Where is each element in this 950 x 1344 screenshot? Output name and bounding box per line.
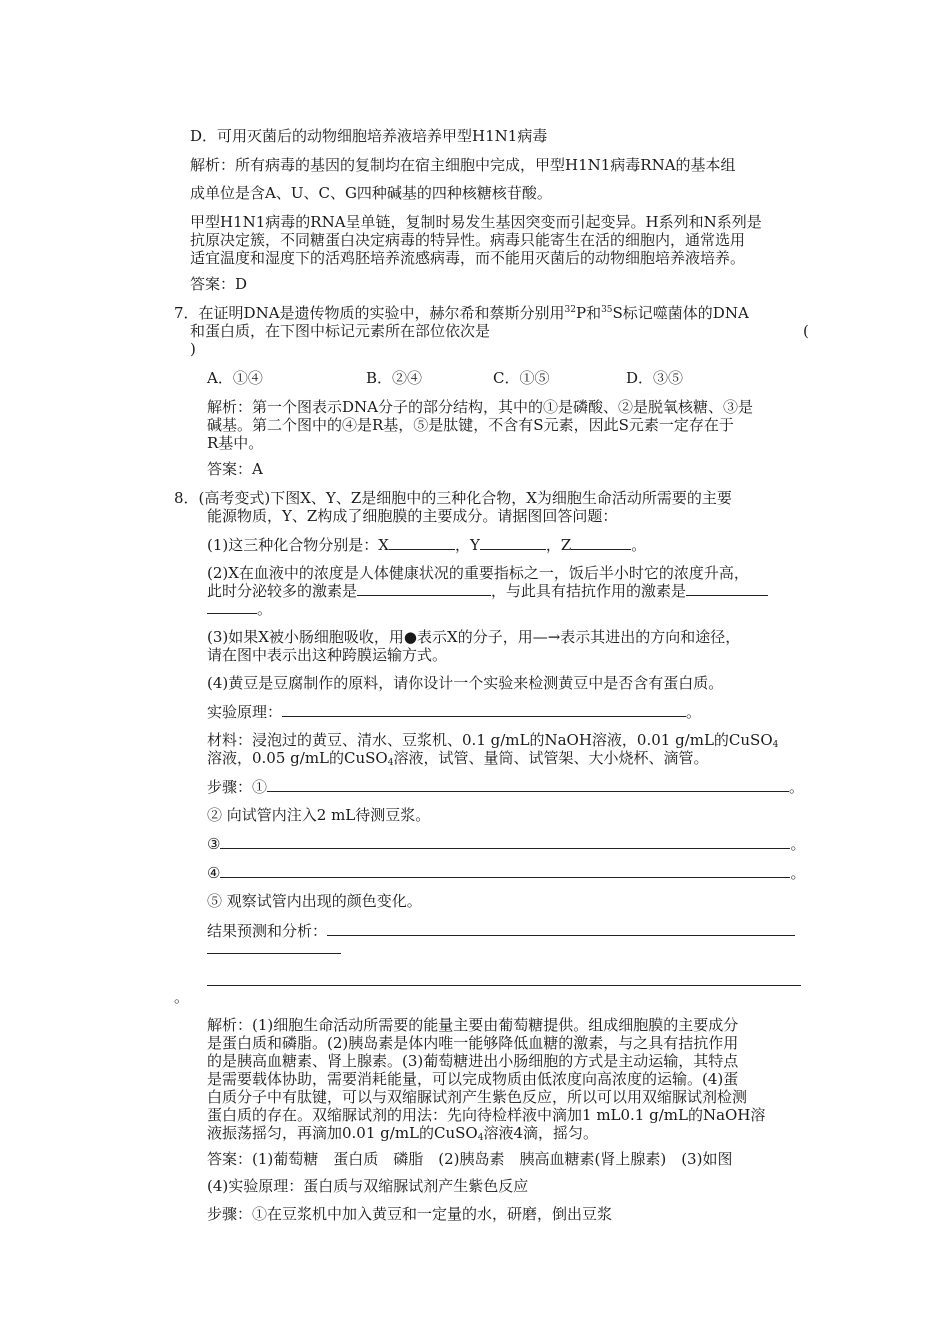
q8-part2-line-1: (2)X在血液中的浓度是人体健康状况的重要指标之一，饭后半小时它的浓度升高， [207, 564, 749, 582]
q8-part2-antagonist-label: ，与此具有拮抗作用的激素是 [491, 582, 687, 600]
q7-option-b: B．②④ [366, 369, 423, 387]
step1-period: 。 [789, 778, 805, 796]
q8-part2-line-3 [207, 600, 272, 618]
q6-analysis-line-3: 甲型H1N1病毒的RNA呈单链，复制时易发生基因突变而引起变异。H系列和N系列是 [190, 213, 762, 231]
q8-answer-line-3: 步骤：①在豆浆机中加入黄豆和一定量的水，研磨，倒出豆浆 [207, 1205, 613, 1223]
q7-isotope-35: 35 [601, 305, 613, 315]
q8-analysis-7a: 液振荡摇匀，再滴加0.01 g/mL的CuSO [207, 1124, 478, 1142]
materials-subscript-1: 4 [772, 740, 779, 750]
q7-analysis-line-1: 解析：第一个图表示DNA分子的部分结构，其中的①是磷酸、②是脱氧核糖、③是 [207, 398, 753, 416]
q8-part3-line-1: (3)如果X被小肠细胞吸收，用●表示X的分子，用—→表示其进出的方向和途径， [207, 628, 741, 646]
q7-stem-part-a: 7．在证明DNA是遗传物质的实验中，赫尔希和蔡斯分别用 [174, 304, 565, 322]
materials-line-1 [207, 731, 778, 749]
q7-option-c: C．①⑤ [493, 369, 550, 387]
q8-analysis-line-3: 的是胰高血糖素、肾上腺素。(3)葡萄糖进出小肠细胞的方式是主动运输，其特点 [207, 1052, 739, 1070]
q6-analysis-line-2: 成单位是含A、U、C、G四种碱基的四种核糖核苷酸。 [190, 184, 552, 202]
step4-blank[interactable] [220, 864, 790, 878]
q7-analysis-line-2: 碱基。第二个图中的④是R基，⑤是肽键，不含有S元素，因此S元素一定存在于 [207, 416, 734, 434]
q8-part3-line-2: 请在图中表示出这种跨膜运输方式。 [207, 646, 448, 664]
materials-part-c: 溶液，试管、量筒、试管架、大小烧杯、滴管。 [393, 749, 709, 767]
step4-period: 。 [790, 864, 806, 882]
principle-row [207, 703, 701, 721]
antagonist-hormone-blank[interactable] [686, 582, 768, 596]
result-row [207, 922, 795, 940]
q8-analysis-line-7 [207, 1124, 598, 1142]
step1-row [207, 778, 804, 796]
q7-option-d: D．③⑤ [626, 369, 684, 387]
principle-label: 实验原理： [207, 703, 283, 721]
steps-label: 步骤：① [207, 778, 268, 796]
q8-part2-end: 。 [257, 600, 273, 618]
principle-blank[interactable] [282, 703, 686, 717]
y-compound-blank[interactable] [480, 536, 546, 550]
result-blank-3[interactable] [207, 985, 801, 986]
q8-part2-line-2 [207, 582, 768, 600]
q7-answer: 答案：A [207, 460, 263, 478]
q6-analysis-line-1: 解析：所有病毒的基因的复制均在宿主细胞中完成，甲型H1N1病毒RNA的基本组 [190, 156, 736, 174]
q7-paren-close: ) [190, 340, 196, 358]
q8-part4: (4)黄豆是豆腐制作的原料，请你设计一个实验来检测黄豆中是否含有蛋白质。 [207, 674, 724, 692]
step3-label: ③ [207, 835, 221, 853]
q8-analysis-7b: 溶液4滴，摇匀。 [483, 1124, 599, 1142]
q8-answer-line-2: (4)实验原理：蛋白质与双缩脲试剂产生紫色反应 [207, 1177, 529, 1195]
q8-part1-x-label: (1)这三种化合物分别是：X [207, 536, 389, 554]
step4-row [207, 864, 805, 882]
q7-isotope-32: 32 [564, 305, 576, 315]
result-period: 。 [174, 988, 190, 1006]
step2: ② 向试管内注入2 mL待测豆浆。 [207, 806, 431, 824]
materials-part-b: 溶液，0.05 g/mL的CuSO [207, 749, 388, 767]
q7-stem-line-2: 和蛋白质，在下图中标记元素所在部位依次是 [190, 322, 491, 340]
q8-analysis-line-2: 是蛋白质和磷脂。(2)胰岛素是体内唯一能够降低血糖的激素，与之具有拮抗作用 [207, 1034, 739, 1052]
z-compound-blank[interactable] [571, 536, 631, 550]
q8-part1 [207, 536, 646, 554]
result-blank-2[interactable] [207, 953, 341, 954]
result-blank-1[interactable] [327, 922, 795, 936]
step3-row [207, 835, 805, 853]
q6-analysis-line-5: 适宜温度和湿度下的活鸡胚培养流感病毒，而不能用灭菌后的动物细胞培养液培养。 [190, 249, 746, 267]
materials-part-a: 材料：浸泡过的黄豆、清水、豆浆机、0.1 g/mL的NaOH溶液，0.01 g/mL的CuSO [207, 731, 773, 749]
q8-part1-z-label: ，Z [545, 536, 572, 554]
q7-analysis-line-3: R基中。 [207, 434, 264, 452]
antagonist-hormone-blank-cont[interactable] [207, 600, 257, 614]
q8-analysis-line-1: 解析：(1)细胞生命活动所需要的能量主要由葡萄糖提供。组成细胞膜的主要成分 [207, 1016, 739, 1034]
secreted-hormone-blank[interactable] [357, 582, 491, 596]
q7-stem-part-c: S标记噬菌体的DNA [612, 304, 749, 322]
materials-subscript-2: 4 [387, 758, 394, 768]
q8-analysis-line-5: 白质分子中有肽键，可以与双缩脲试剂产生紫色反应，所以可以用双缩脲试剂检测 [207, 1088, 748, 1106]
q6-analysis-line-4: 抗原决定簇，不同糖蛋白决定病毒的特异性。病毒只能寄生在活的细胞内，通常选用 [190, 231, 746, 249]
q8-stem-line-1: 8．(高考变式)下图X、Y、Z是细胞中的三种化合物，X为细胞生命活动所需要的主要 [174, 489, 732, 507]
q6-answer: 答案：D [190, 275, 248, 293]
q7-stem-line-1 [174, 304, 749, 322]
principle-period: 。 [686, 703, 702, 721]
q8-part1-y-label: ，Y [454, 536, 480, 554]
step5: ⑤ 观察试管内出现的颜色变化。 [207, 892, 422, 910]
result-label: 结果预测和分析： [207, 922, 328, 940]
q8-analysis-line-4: 是需要载体协助，需要消耗能量，可以完成物质由低浓度向高浓度的运输。(4)蛋 [207, 1070, 739, 1088]
step3-blank[interactable] [220, 835, 790, 849]
q8-part1-end: 。 [631, 536, 647, 554]
q8-analysis-line-6: 蛋白质的存在。双缩脲试剂的用法：先向待检样液中滴加1 mL0.1 g/mL的NaOH溶 [207, 1106, 766, 1124]
q8-stem-line-2: 能源物质，Y、Z构成了细胞膜的主要成分。请据图回答问题： [207, 507, 618, 525]
step4-label: ④ [207, 864, 221, 882]
step1-blank[interactable] [267, 778, 789, 792]
q7-option-a: A．①④ [207, 369, 263, 387]
q6-option-d: D．可用灭菌后的动物细胞培养液培养甲型H1N1病毒 [190, 127, 548, 145]
step3-period: 。 [790, 835, 806, 853]
q7-paren-open: ( [803, 322, 809, 340]
materials-line-2 [207, 749, 708, 767]
q8-analysis-subscript: 4 [477, 1133, 484, 1143]
q8-answer-line-1: 答案：(1)葡萄糖 蛋白质 磷脂 (2)胰岛素 胰高血糖素(肾上腺素) (3)如图 [207, 1150, 733, 1168]
q8-part2-hormone-label: 此时分泌较多的激素是 [207, 582, 358, 600]
x-compound-blank[interactable] [389, 536, 455, 550]
q7-stem-part-b: P和 [575, 304, 602, 322]
